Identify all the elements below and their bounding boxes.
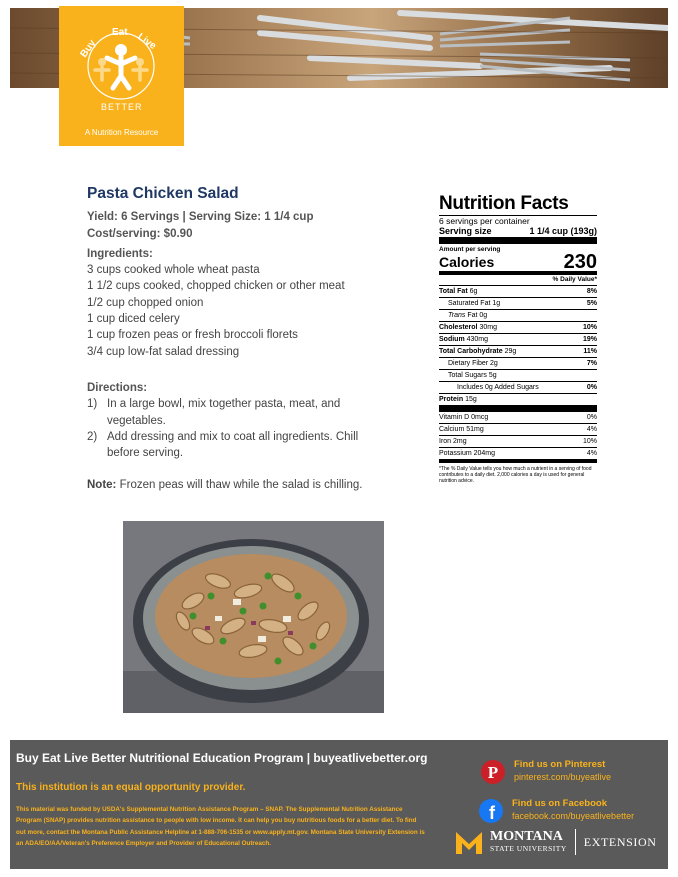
step-number: 2) xyxy=(87,430,98,443)
directions-heading: Directions: xyxy=(87,381,148,394)
footer xyxy=(10,740,668,869)
iron-row: Iron 2mg 10% xyxy=(439,435,597,447)
saturated-fat-row: Saturated Fat 1g 5% xyxy=(439,297,597,309)
ingredients-list xyxy=(87,262,387,360)
directions-list xyxy=(87,396,387,461)
svg-text:P: P xyxy=(487,763,499,782)
msu-extension-logo xyxy=(454,828,657,856)
nutrition-title: Nutrition Facts xyxy=(439,193,569,214)
logo-eat-text: Eat xyxy=(112,27,128,38)
svg-text:f: f xyxy=(489,803,495,823)
logo-live-text: Live xyxy=(135,31,158,52)
note-label: Note: xyxy=(87,479,117,492)
cholesterol-row: Cholesterol 30mg 10% xyxy=(439,321,597,333)
program-title: Buy Eat Live Better Nutritional Education Program | buyeatlivebetter.org xyxy=(16,751,428,765)
vitamin-d-row: Vitamin D 0mcg 0% xyxy=(439,414,597,421)
carbohydrate-row: Total Carbohydrate 29g 11% xyxy=(439,345,597,357)
ingredient-item: 3/4 cup low-fat salad dressing xyxy=(87,345,240,358)
msu-m-icon xyxy=(454,828,484,856)
calories-row xyxy=(439,251,597,273)
added-sugars-row: Includes 0g Added Sugars 0% xyxy=(439,381,597,393)
pinterest-link[interactable]: pinterest.com/buyeatlive xyxy=(514,772,612,782)
fiber-row: Dietary Fiber 2g 7% xyxy=(439,357,597,369)
facebook-link[interactable]: facebook.com/buyeatlivebetter xyxy=(512,811,635,821)
recipe-cost: Cost/serving: $0.90 xyxy=(87,227,193,240)
note-text: Frozen peas will thaw while the salad is chilling. xyxy=(116,479,363,492)
recipe-yield: Yield: 6 Servings | Serving Size: 1 1/4 cup xyxy=(87,211,314,224)
sodium-row: Sodium 430mg 19% xyxy=(439,333,597,345)
funding-statement: This material was funded by USDA's Supplemental Nutrition Assistance Program – SNAP. The Supplemental Nutrition Assistance Program (SNAP) provides nutrition assistance to people with low income. It can help you buy nutritious foods for a better diet. To find out more, contact the Montana Public Assistance Helpline at 1-888-706-1535 or www.apply.mt.gov. Montana State University Extension is an ADA/EO/AA/Veteran's Preference Employer and Provider of Educational Outreach. xyxy=(16,806,425,847)
logo-buy-text: Buy xyxy=(78,37,99,60)
sugars-row: Total Sugars 5g xyxy=(439,369,597,381)
ingredient-item: 1/2 cup chopped onion xyxy=(87,296,204,309)
daily-value-footnote: *The % Daily Value tells you how much a nutrient in a serving of food contributes to a daily diet. 2,000 calories a day is used for general nutrition advice. xyxy=(439,466,592,484)
calcium-row: Calcium 51mg 4% xyxy=(439,423,597,435)
ingredients-heading: Ingredients: xyxy=(87,247,153,260)
ingredient-item: 1 cup frozen peas or fresh broccoli florets xyxy=(87,329,298,342)
direction-step xyxy=(87,429,387,462)
potassium-row: Potassium 204mg 4% xyxy=(439,447,597,459)
msu-line1: MONTANA xyxy=(490,829,563,844)
total-fat-row: Total Fat 6g 8% xyxy=(439,285,597,297)
extension-label: EXTENSION xyxy=(583,834,657,849)
pinterest-heading: Find us on Pinterest xyxy=(514,759,606,770)
pinterest-icon xyxy=(480,759,506,785)
equal-opportunity-statement: This institution is an equal opportunity provider. xyxy=(16,782,246,793)
recipe-section xyxy=(87,186,387,494)
facebook-heading: Find us on Facebook xyxy=(512,798,608,809)
serving-size-label: Serving size xyxy=(439,226,492,236)
trans-fat-row: Trans Fat 0g xyxy=(439,309,597,321)
logo-tagline: A Nutrition Resource xyxy=(84,128,159,137)
calories-value: 230 xyxy=(563,251,597,273)
servings-per-container: 6 servings per container xyxy=(439,216,530,226)
buy-eat-live-better-logo xyxy=(59,6,184,146)
protein-row: Protein 15g xyxy=(439,393,597,405)
step-number: 1) xyxy=(87,398,98,411)
facebook-icon xyxy=(478,798,504,824)
pasta-salad-photo xyxy=(123,521,384,713)
daily-value-header: % Daily Value* xyxy=(552,276,597,283)
ingredient-item: 3 cups cooked whole wheat pasta xyxy=(87,264,260,277)
ingredient-item: 1 1/2 cups cooked, chopped chicken or other meat xyxy=(87,280,345,293)
nutrition-facts-label xyxy=(439,193,597,484)
recipe-note xyxy=(87,477,387,493)
direction-step xyxy=(87,396,387,429)
pinterest-block[interactable] xyxy=(480,759,611,785)
msu-line2: STATE UNIVERSITY xyxy=(490,844,567,853)
facebook-block[interactable] xyxy=(478,798,634,824)
logo-figures-icon xyxy=(71,14,171,124)
step-text: Add dressing and mix to coat all ingredients. Chill before serving. xyxy=(107,430,359,460)
serving-size-row xyxy=(439,226,597,237)
logo-better-text: BETTER xyxy=(101,102,143,112)
serving-size-value: 1 1/4 cup (193g) xyxy=(529,226,597,236)
ingredient-item: 1 cup diced celery xyxy=(87,313,180,326)
amount-per-serving: Amount per serving xyxy=(439,246,501,253)
recipe-title: Pasta Chicken Salad xyxy=(87,185,239,202)
calories-label: Calories xyxy=(439,254,495,270)
step-text: In a large bowl, mix together pasta, meat, and vegetables. xyxy=(107,398,341,427)
